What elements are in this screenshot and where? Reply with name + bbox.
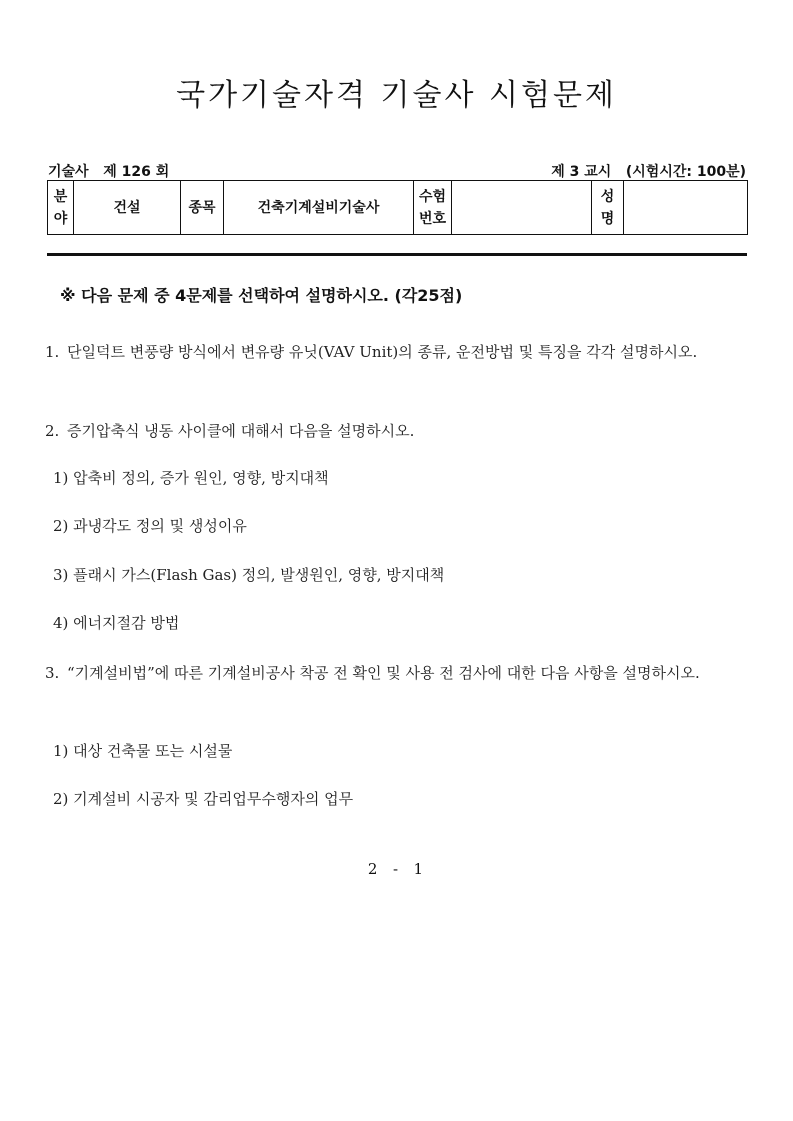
instruction-text: ※ 다음 문제 중 4문제를 선택하여 설명하시오. (각25점) [60, 286, 463, 305]
field-label-top: 분 [53, 188, 68, 205]
question-3-number: 3. [45, 664, 60, 682]
exam-number-label-bottom: 번호 [418, 210, 447, 227]
name-label-bottom: 명 [600, 210, 615, 227]
question-2-sub-2: 2) 과냉각도 정의 및 생성이유 [53, 517, 247, 535]
question-2-number: 2. [45, 422, 60, 440]
exam-header-row [48, 161, 746, 181]
question-1-text: 단일덕트 변풍량 방식에서 변유량 유닛(VAV Unit)의 종류, 운전방법 및 특징을 각각 설명하시오. [67, 343, 698, 361]
exam-info-table [47, 180, 748, 235]
section-divider [47, 253, 747, 256]
question-2-sub-4: 4) 에너지절감 방법 [53, 614, 180, 632]
name-label-top: 성 [600, 188, 615, 205]
question-2-sub-1: 1) 압축비 정의, 증가 원인, 영향, 방지대책 [53, 469, 329, 487]
question-2-text: 증기압축식 냉동 사이클에 대해서 다음을 설명하시오. [67, 422, 415, 440]
exam-number-field[interactable] [452, 181, 592, 235]
question-2 [45, 416, 750, 446]
question-3-text: “기계설비법”에 따른 기계설비공사 착공 전 확인 및 사용 전 검사에 대한 다음 사항을 설명하시오. [67, 664, 700, 682]
question-2-sub-3: 3) 플래시 가스(Flash Gas) 정의, 발생원인, 영향, 방지대책 [53, 566, 445, 584]
name-label-cell [592, 181, 624, 235]
field-label-cell [48, 181, 74, 235]
question-1 [45, 337, 750, 367]
page-title: 국가기술자격 기술사 시험문제 [176, 78, 617, 113]
field-value: 건설 [74, 181, 181, 235]
question-1-number: 1. [45, 343, 60, 361]
exam-session: 제 3 교시 (시험시간: 100분) [551, 164, 746, 180]
name-field[interactable] [624, 181, 748, 235]
question-3-sub-2: 2) 기계설비 시공자 및 감리업무수행자의 업무 [53, 790, 354, 808]
field-label-bottom: 야 [53, 210, 68, 227]
exam-number-label-cell [414, 181, 452, 235]
page-number: 2 - 1 [367, 860, 426, 878]
category-label: 종목 [181, 181, 224, 235]
category-value: 건축기계설비기술사 [224, 181, 414, 235]
exam-number-label-top: 수험 [418, 188, 447, 205]
question-3 [45, 658, 750, 688]
question-3-sub-1: 1) 대상 건축물 또는 시설물 [53, 742, 233, 760]
exam-round: 기술사 제 126 회 [48, 164, 170, 180]
